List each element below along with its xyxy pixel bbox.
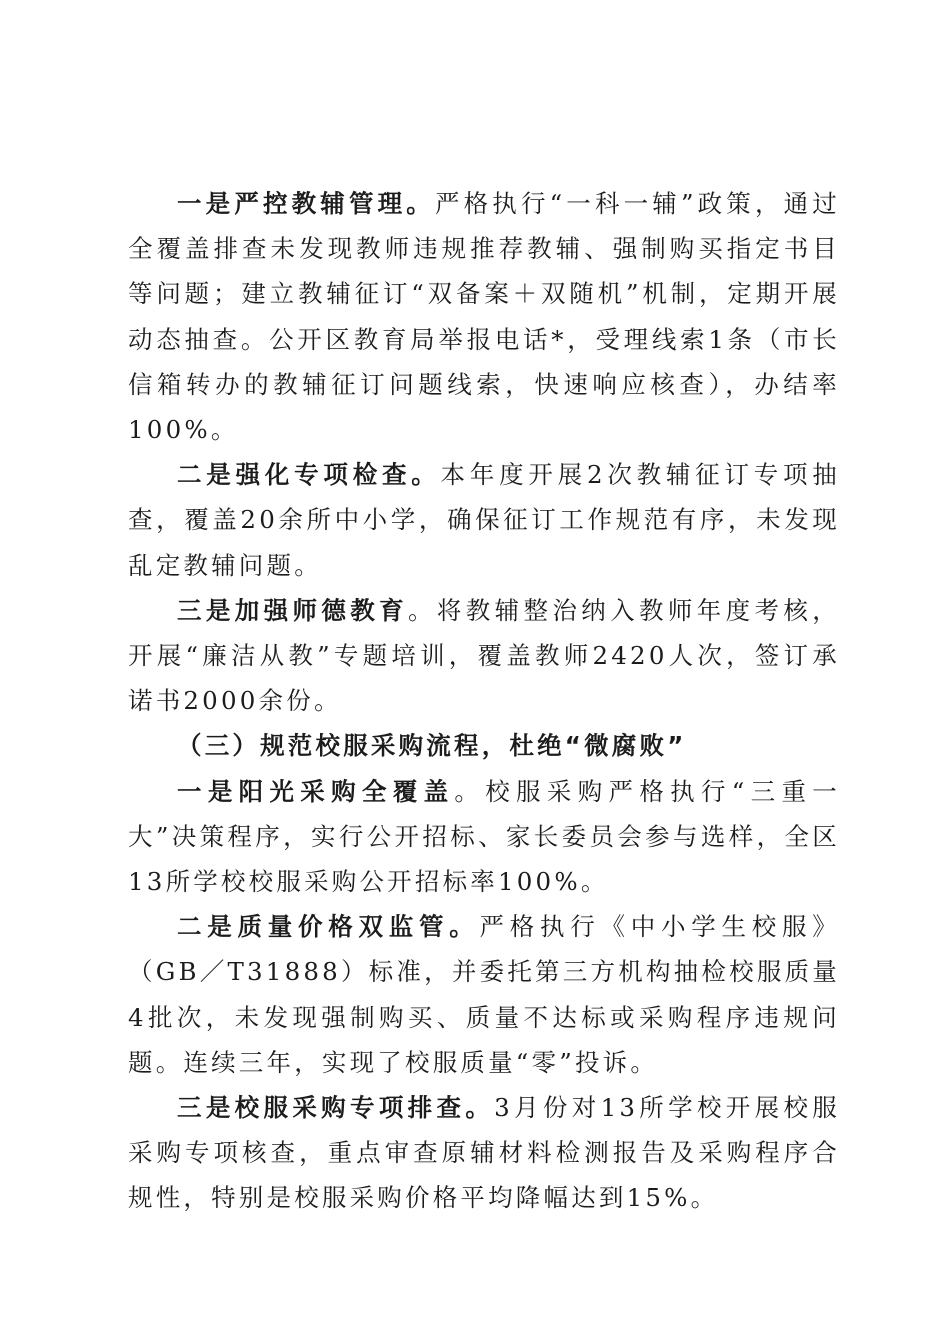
paragraph-uniform-inspection bbox=[128, 1085, 840, 1221]
paragraph-lead: 一是严控教辅管理。 bbox=[177, 189, 435, 218]
paragraph-lead: 三是校服采购专项排查。 bbox=[177, 1093, 495, 1123]
paragraph-text: 。校服采购严格执行“三重一大”决策程序，实行公开招标、家长委员会参与选样，全区13所学校校服采购公开招标率100%。 bbox=[128, 776, 840, 897]
paragraph-strict-control bbox=[128, 181, 840, 452]
paragraph-quality-price bbox=[128, 904, 840, 1085]
paragraph-text: 3月份对13所学校开展校服采购专项核查，重点审查原辅材料检测报告及采购程序合规性，特别是校服采购价格平均降幅达到15%。 bbox=[128, 1093, 840, 1213]
paragraph-teacher-ethics bbox=[128, 588, 840, 724]
section-heading: （三）规范校服采购流程，杜绝“微腐败” bbox=[177, 731, 687, 761]
paragraph-lead: 二是强化专项检查。 bbox=[177, 460, 441, 490]
paragraph-text: 。将教辅整治纳入教师年度考核，开展“廉洁从教”专题培训，覆盖教师2420人次，签订承诺书2000余份。 bbox=[128, 595, 840, 716]
document-page bbox=[128, 181, 840, 1221]
paragraph-open-procurement bbox=[128, 769, 840, 905]
paragraph-text: 严格执行“一科一辅”政策，通过全覆盖排查未发现教师违规推荐教辅、强制购买指定书目等问题；建立教辅征订“双备案＋双随机”机制，定期开展动态抽查。公开区教育局举报电话*，受理线索1条（市长信箱转办的教辅征订问题线索，快速响应核查），办结率100%。 bbox=[128, 189, 840, 445]
paragraph-special-inspection bbox=[128, 452, 840, 588]
paragraph-text: 严格执行《中小学生校服》（GB／T31888）标准，并委托第三方机构抽检校服质量4批次，未发现强制购买、质量不达标或采购程序违规问题。连续三年，实现了校服质量“零”投诉。 bbox=[128, 912, 841, 1077]
paragraph-lead: 三是加强师德教育 bbox=[177, 595, 409, 625]
paragraph-text: 本年度开展2次教辅征订专项抽查，覆盖20余所中小学，确保征订工作规范有序，未发现乱定教辅问题。 bbox=[128, 460, 840, 580]
paragraph-lead: 二是质量价格双监管。 bbox=[177, 912, 480, 942]
paragraph-lead: 一是阳光采购全覆盖 bbox=[177, 776, 455, 806]
